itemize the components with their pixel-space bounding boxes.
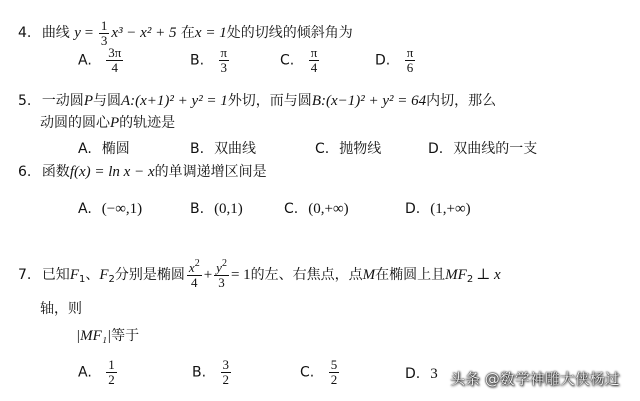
option-d[interactable]: D. 双曲线的一支: [428, 141, 538, 157]
question-6: 6. 函数f(x) = ln x − x的单调递增区间是: [18, 164, 267, 180]
option-value: $\frac{3\pi}{4}$: [108, 45, 122, 75]
question-number: 4.: [18, 25, 32, 41]
option-b[interactable]: [190, 46, 231, 75]
option-a[interactable]: A. 椭圆: [78, 141, 130, 157]
option-b[interactable]: B. (0,1): [190, 201, 243, 217]
option-a[interactable]: [78, 46, 125, 75]
question-text: 在: [180, 25, 195, 41]
option-label: B.: [190, 52, 205, 69]
option-b[interactable]: B. 双曲线: [190, 141, 257, 157]
option-d[interactable]: D. (1,+∞): [405, 201, 471, 217]
option-c[interactable]: C. 抛物线: [315, 141, 382, 157]
option-a[interactable]: A. (−∞,1): [78, 201, 143, 217]
option-value: $\frac{\pi}{6}$: [406, 45, 414, 75]
option-d[interactable]: D. 3: [405, 366, 438, 382]
fraction: $\frac{y^2}{3}$: [216, 257, 227, 290]
option-c[interactable]: [280, 46, 321, 75]
option-label: A.: [78, 52, 92, 69]
math-expression: B:(x−1)² + y² = 64: [311, 93, 427, 109]
option-value: $\frac{\pi}{4}$: [310, 45, 318, 75]
math-var: y: [74, 25, 81, 41]
option-c[interactable]: C. (0,+∞): [284, 201, 349, 217]
math-expression: |MF₁|: [76, 328, 112, 344]
question-text: 曲线: [41, 25, 70, 41]
math-expression: f(x) = ln x − x: [69, 164, 155, 180]
question-7-line3: |MF₁|等于: [76, 328, 140, 344]
option-value: $\frac{\pi}{3}$: [220, 45, 228, 75]
question-number: 5.: [18, 93, 32, 109]
option-c[interactable]: C. $\frac{5}{2}$: [300, 357, 338, 387]
question-7: 7. 已知$F_1$、$F_2$分别是椭圆 $\frac{x^2}{4}$ + $\frac{y^2}{3}$ = 1的左、右焦点，点M在椭圆上且$MF_2$ ⊥ x: [18, 257, 501, 290]
question-5-line2: 动圆的圆心P的轨迹是: [40, 115, 176, 131]
question-text: 处的切线的倾斜角为: [226, 25, 353, 41]
option-a[interactable]: A. $\frac{1}{2}$: [78, 357, 115, 387]
question-number: 6.: [18, 164, 32, 180]
question-number: 7.: [18, 267, 32, 283]
math-expression: x³ − x² + 5: [111, 25, 177, 41]
question-7-line2: 轴，则: [40, 301, 82, 317]
option-label: D.: [375, 52, 391, 69]
option-d[interactable]: [375, 46, 417, 75]
fraction: $\frac{1}{3}$: [100, 17, 108, 48]
option-label: C.: [280, 52, 295, 69]
question-text: 一动圆: [41, 93, 84, 109]
option-b[interactable]: B. $\frac{3}{2}$: [192, 357, 230, 387]
question-4: 4. 曲线 y = $\frac{1}{3}$ x³ − x² + 5 在x = 1处的切线的倾斜角为: [18, 17, 353, 48]
math-expression: x = 1: [194, 25, 227, 41]
question-5: 5. 一动圆P与圆A:(x+1)² + y² = 1外切，而与圆B:(x−1)² + y² = 64内切，那么: [18, 93, 497, 109]
watermark-text: 头条 @数学神雕大侠杨过: [450, 370, 620, 388]
fraction: $\frac{x^2}{4}$: [188, 257, 200, 290]
math-expression: A:(x+1)² + y² = 1: [120, 93, 228, 109]
